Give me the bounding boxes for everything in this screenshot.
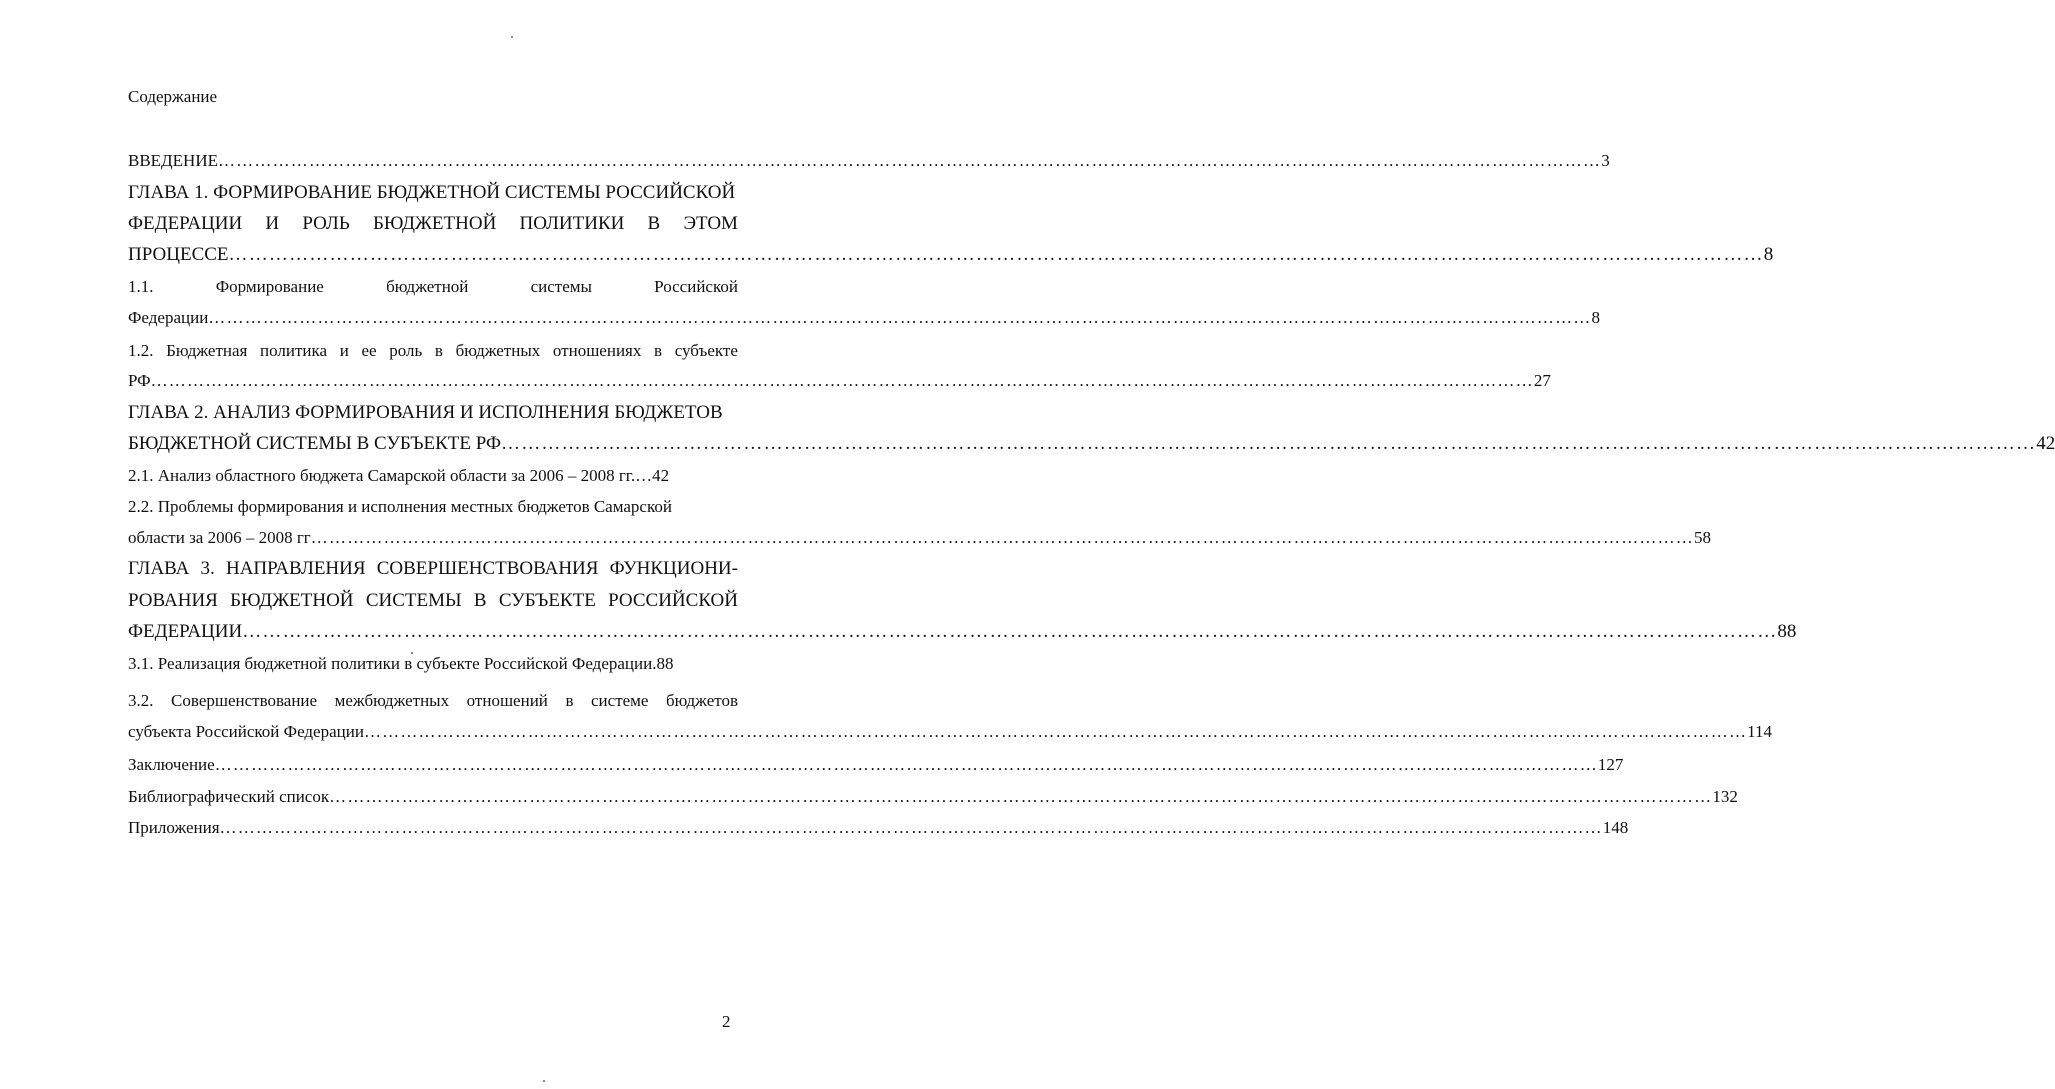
toc-chapter-1-line-2[interactable] (128, 212, 738, 236)
word: Российской (654, 277, 738, 296)
toc-section-2-2-line-2[interactable] (128, 527, 1711, 549)
word: политика (260, 341, 328, 360)
word: СОВЕРШЕНСТВОВАНИЯ (376, 558, 599, 579)
dot-leader: ………………………………………………………………………………………………………………………………………………………………………………………………………… (228, 244, 1764, 265)
scan-speck (511, 36, 513, 38)
toc-page-number: 132 (1712, 787, 1738, 806)
dot-leader: ………………………………………………………………………………………………………………………………………………………………………………………………………… (208, 308, 1592, 327)
toc-title: Содержание (128, 87, 218, 106)
dot-leader: ………………………………………………………………………………………………………………………………………………………………………………………………………… (310, 528, 1694, 547)
toc-entry-intro[interactable] (128, 150, 1610, 172)
word: РОВАНИЯ (128, 590, 218, 611)
word: 3.2. (128, 691, 154, 710)
word: ФЕДЕРАЦИИ (128, 213, 243, 234)
toc-chapter-2-line-1[interactable]: ГЛАВА 2. АНАЛИЗ ФОРМИРОВАНИЯ И ИСПОЛНЕНИЯ БЮДЖЕТОВ (128, 402, 723, 423)
toc-chapter-2-line-2[interactable] (128, 432, 2055, 456)
toc-section-1-2-line-1[interactable] (128, 340, 738, 362)
toc-entry-label: субъекта Российской Федерации (128, 722, 364, 741)
toc-page-number: 42 (2036, 433, 2055, 454)
toc-page-number: 148 (1602, 818, 1629, 837)
toc-entry-label: области за 2006 – 2008 гг (128, 528, 311, 547)
toc-entry-conclusion[interactable] (128, 754, 1624, 776)
toc-entry-label: РФ (128, 371, 151, 390)
word: отношений (466, 691, 548, 710)
toc-entry-label: Библиографический список (128, 787, 330, 806)
toc-section-1-1-line-2[interactable] (128, 307, 1600, 329)
toc-page-number: 127 (1597, 755, 1624, 774)
word: бюджетной (386, 277, 469, 296)
toc-section-1-2-line-2[interactable] (128, 370, 1551, 392)
dot-leader: ………………………………………………………………………………………………………………………………………………………………………………………………………… (329, 787, 1713, 806)
toc-entry-appendices[interactable] (128, 817, 1629, 839)
word: Бюджетная (166, 341, 248, 360)
word: в (654, 341, 663, 360)
word: ПОЛИТИКИ (519, 213, 625, 234)
toc-section-3-2-line-2[interactable] (128, 721, 1773, 743)
word: бюджетных (455, 341, 541, 360)
word: ее (361, 341, 377, 360)
word: в (565, 691, 574, 710)
word: системе (591, 691, 649, 710)
word: системы (530, 277, 592, 296)
toc-section-3-1[interactable]: 3.1. Реализация бюджетной политики в субъекте Российской Федерации.88 (128, 654, 674, 673)
word: 1.2. (128, 341, 154, 360)
word: СУБЪЕКТЕ (498, 590, 596, 611)
toc-section-3-2-line-1[interactable] (128, 690, 738, 712)
word: отношениях (552, 341, 642, 360)
toc-entry-label: ПРОЦЕССЕ (128, 244, 229, 265)
dot-leader: ………………………………………………………………………………………………………………………………………………………………………………………………………… (219, 818, 1603, 837)
toc-chapter-3-line-3[interactable] (128, 620, 1797, 644)
toc-entry-label: ВВЕДЕНИЕ (128, 151, 218, 170)
word: В (647, 213, 661, 234)
toc-page-number: 8 (1591, 308, 1600, 327)
toc-entry-bibliography[interactable] (128, 786, 1738, 808)
toc-page-number: 8 (1763, 244, 1774, 265)
word: межбюджетных (334, 691, 450, 710)
dot-leader: ………………………………………………………………………………………………………………………………………………………………………………………………………… (214, 755, 1598, 774)
toc-chapter-3-line-2[interactable] (128, 589, 738, 613)
toc-chapter-3-line-1[interactable] (128, 557, 738, 581)
word: В (473, 590, 487, 611)
dot-leader: ………………………………………………………………………………………………………………………………………………………………………………………………………… (242, 621, 1778, 642)
toc-entry-label: Федерации (128, 308, 209, 327)
dot-leader: ………………………………………………………………………………………………………………………………………………………………………………………………………… (217, 151, 1602, 170)
word: РОЛЬ (302, 213, 350, 234)
scan-speck (543, 1080, 545, 1082)
toc-entry-label: БЮДЖЕТНОЙ СИСТЕМЫ В СУБЪЕКТЕ РФ (128, 433, 502, 454)
toc-entry-label: Приложения (128, 818, 220, 837)
toc-entry-label: ФЕДЕРАЦИИ (128, 621, 243, 642)
page-number: 2 (722, 1012, 731, 1031)
word: ФУНКЦИОНИ- (609, 558, 738, 579)
toc-section-1-1-line-1[interactable] (128, 276, 738, 298)
dot-leader: ………………………………………………………………………………………………………………………………………………………………………………………………………… (501, 433, 2037, 454)
word: РОССИЙСКОЙ (608, 590, 738, 611)
word: и (339, 341, 349, 360)
toc-page-number: 58 (1694, 528, 1711, 547)
toc-chapter-1-line-1[interactable]: ГЛАВА 1. ФОРМИРОВАНИЕ БЮДЖЕТНОЙ СИСТЕМЫ РОССИЙСКОЙ (128, 182, 736, 203)
word: ЭТОМ (683, 213, 738, 234)
toc-page-number: 3 (1601, 151, 1610, 170)
toc-chapter-1-line-3[interactable] (128, 243, 1774, 267)
toc-section-2-1[interactable]: 2.1. Анализ областного бюджета Самарской области за 2006 – 2008 гг.…42 (128, 466, 670, 485)
word: БЮДЖЕТНОЙ (230, 590, 354, 611)
word: роль (389, 341, 423, 360)
dot-leader: ………………………………………………………………………………………………………………………………………………………………………………………………………… (363, 722, 1748, 741)
word: СИСТЕМЫ (365, 590, 462, 611)
word: Совершенствование (171, 691, 318, 710)
word: И (265, 213, 280, 234)
word: 1.1. (128, 277, 154, 296)
toc-page-number: 114 (1747, 722, 1773, 741)
toc-page-number: 88 (1777, 621, 1797, 642)
word: 3. (200, 558, 215, 579)
word: в (434, 341, 443, 360)
word: НАПРАВЛЕНИЯ (225, 558, 366, 579)
word: бюджетов (666, 691, 738, 710)
word: ГЛАВА (128, 558, 190, 579)
word: субъекте (674, 341, 738, 360)
word: БЮДЖЕТНОЙ (372, 213, 497, 234)
toc-section-2-2-line-1[interactable]: 2.2. Проблемы формирования и исполнения местных бюджетов Самарской (128, 497, 672, 516)
toc-page-number: 27 (1533, 371, 1551, 390)
word: Формирование (215, 277, 324, 296)
dot-leader: ………………………………………………………………………………………………………………………………………………………………………………………………………… (150, 371, 1534, 390)
toc-entry-label: Заключение (128, 755, 215, 774)
